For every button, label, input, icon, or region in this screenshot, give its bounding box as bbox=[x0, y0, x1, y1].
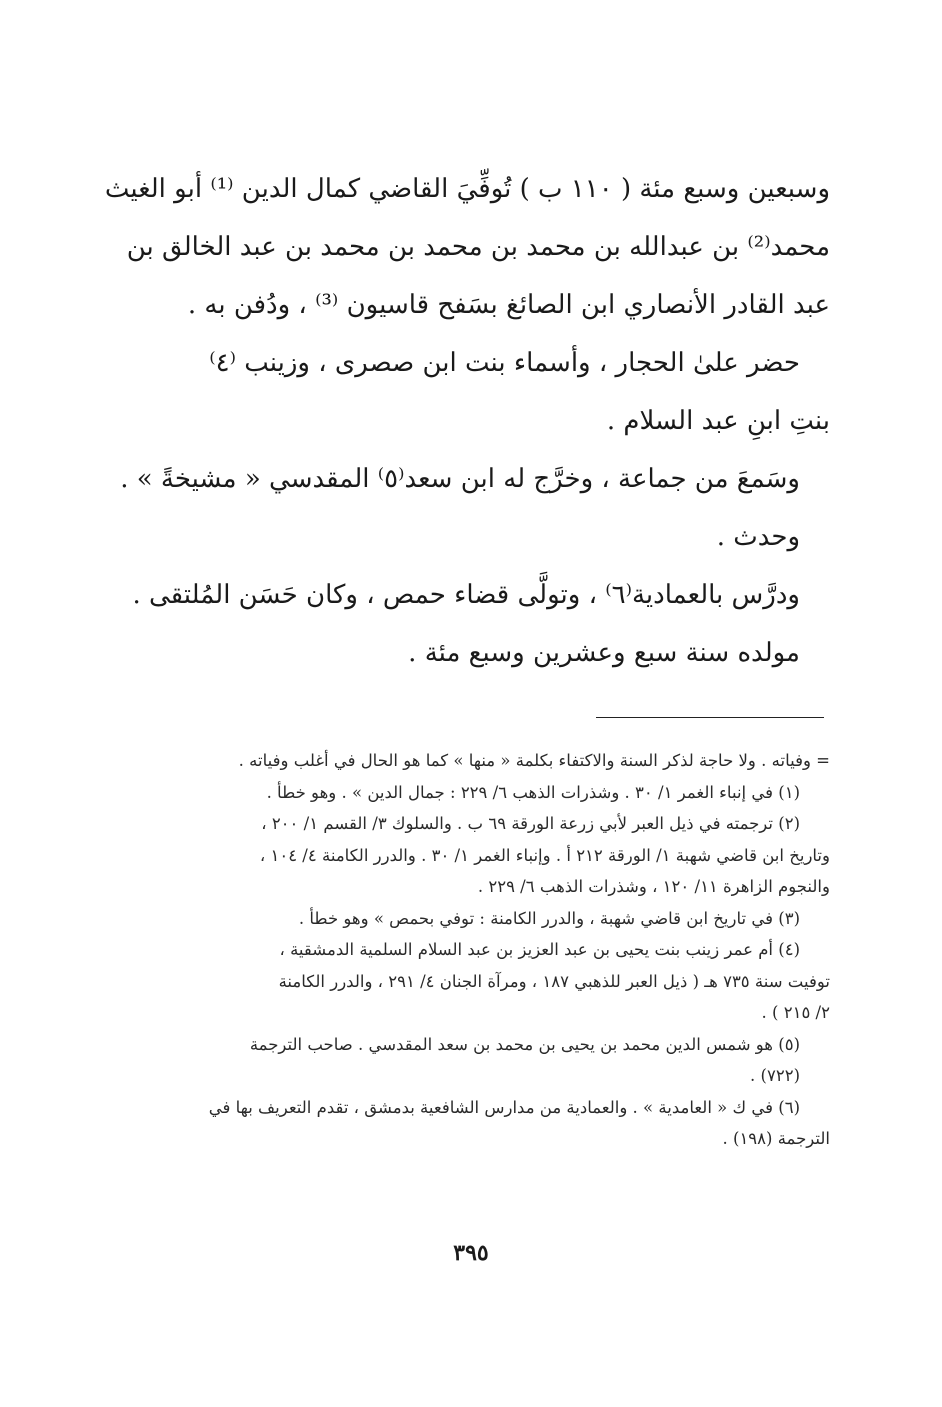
main-line-8: ودرَّس بالعمادية⁽٦⁾ ، وتولَّى قضاء حمص ، وكان حَسَن المُلتقى . bbox=[132, 580, 800, 610]
footnote-2-cont-1: وتاريخ ابن قاضي شهبة ١/ الورقة ٢١٢ أ . وإنباء الغمر ١/ ٣٠ . والدرر الكامنة ٤/ ١٠٤ ، bbox=[259, 845, 830, 865]
main-line-2: محمد⁽²⁾ بن عبدالله بن محمد بن محمد بن محمد بن عبد الخالق بن bbox=[126, 232, 830, 262]
footnote-continuation: = وفياته . ولا حاجة لذكر السنة والاكتفاء بكلمة « منها » كما هو الحال في أغلب وفياته . bbox=[238, 751, 830, 770]
main-text-block bbox=[104, 160, 830, 682]
footnote-2: (٢) ترجمته في ذيل العبر لأبي زرعة الورقة ٦٩ ب . والسلوك ٣/ القسم ١/ ٢٠٠ ، bbox=[261, 814, 800, 833]
footnote-4-cont-2: ٢/ ٢١٥ ) . bbox=[761, 1003, 830, 1022]
footnote-3: (٣) في تاريخ ابن قاضي شهبة ، والدرر الكامنة : توفي بحمص » وهو خطأ . bbox=[298, 908, 800, 928]
main-line-3: عبد القادر الأنصاري ابن الصائغ بسَفح قاسيون ⁽³⁾ ، ودُفن به . bbox=[187, 290, 830, 320]
main-line-4: حضر علىٰ الحجار ، وأسماء بنت ابن صصرى ، وزينب ⁽٤⁾ bbox=[209, 348, 800, 378]
footnotes-block bbox=[120, 745, 830, 1155]
main-line-6: وسَمعَ من جماعة ، وخرَّج له ابن سعد⁽٥⁾ المقدسي « مشيخةً » . bbox=[120, 464, 800, 494]
footnote-separator bbox=[596, 717, 824, 718]
footnote-6: (٦) في ك « العامدية » . والعمادية من مدارس الشافعية بدمشق ، تقدم التعريف بها في bbox=[208, 1097, 800, 1117]
main-line-1: وسبعين وسبع مئة ( ١١٠ ب ) تُوفِّيَ القاضي كمال الدين ⁽¹⁾ أبو الغيث bbox=[104, 174, 830, 204]
footnote-5-cont: (٧٢٢) . bbox=[750, 1066, 800, 1085]
main-line-9: مولده سنة سبع وعشرين وسبع مئة . bbox=[408, 638, 800, 668]
footnote-2-cont-2: والنجوم الزاهرة ١١/ ١٢٠ ، وشذرات الذهب ٦/ ٢٢٩ . bbox=[477, 877, 830, 896]
footnote-5: (٥) هو شمس الدين محمد بن يحيى بن محمد بن سعد المقدسي . صاحب الترجمة bbox=[249, 1034, 800, 1054]
footnote-4: (٤) أم عمر زينب بنت يحيى بن عبد العزيز بن عبد السلام السلمية الدمشقية ، bbox=[279, 940, 800, 959]
main-line-7: وحدث . bbox=[716, 522, 800, 552]
footnote-4-cont-1: توفيت سنة ٧٣٥ هـ ( ذيل العبر للذهبي ١٨٧ ، ومرآة الجنان ٤/ ٢٩١ ، والدرر الكامنة bbox=[278, 971, 830, 991]
page-number: ٣٩٥ bbox=[453, 1240, 489, 1266]
main-line-5: بنتِ ابنِ عبد السلام . bbox=[606, 406, 830, 436]
footnote-6-cont: الترجمة (١٩٨) . bbox=[722, 1129, 830, 1148]
footnote-1: (١) في إنباء الغمر ١/ ٣٠ . وشذرات الذهب ٦/ ٢٢٩ : جمال الدين » . وهو خطأ . bbox=[266, 782, 800, 802]
